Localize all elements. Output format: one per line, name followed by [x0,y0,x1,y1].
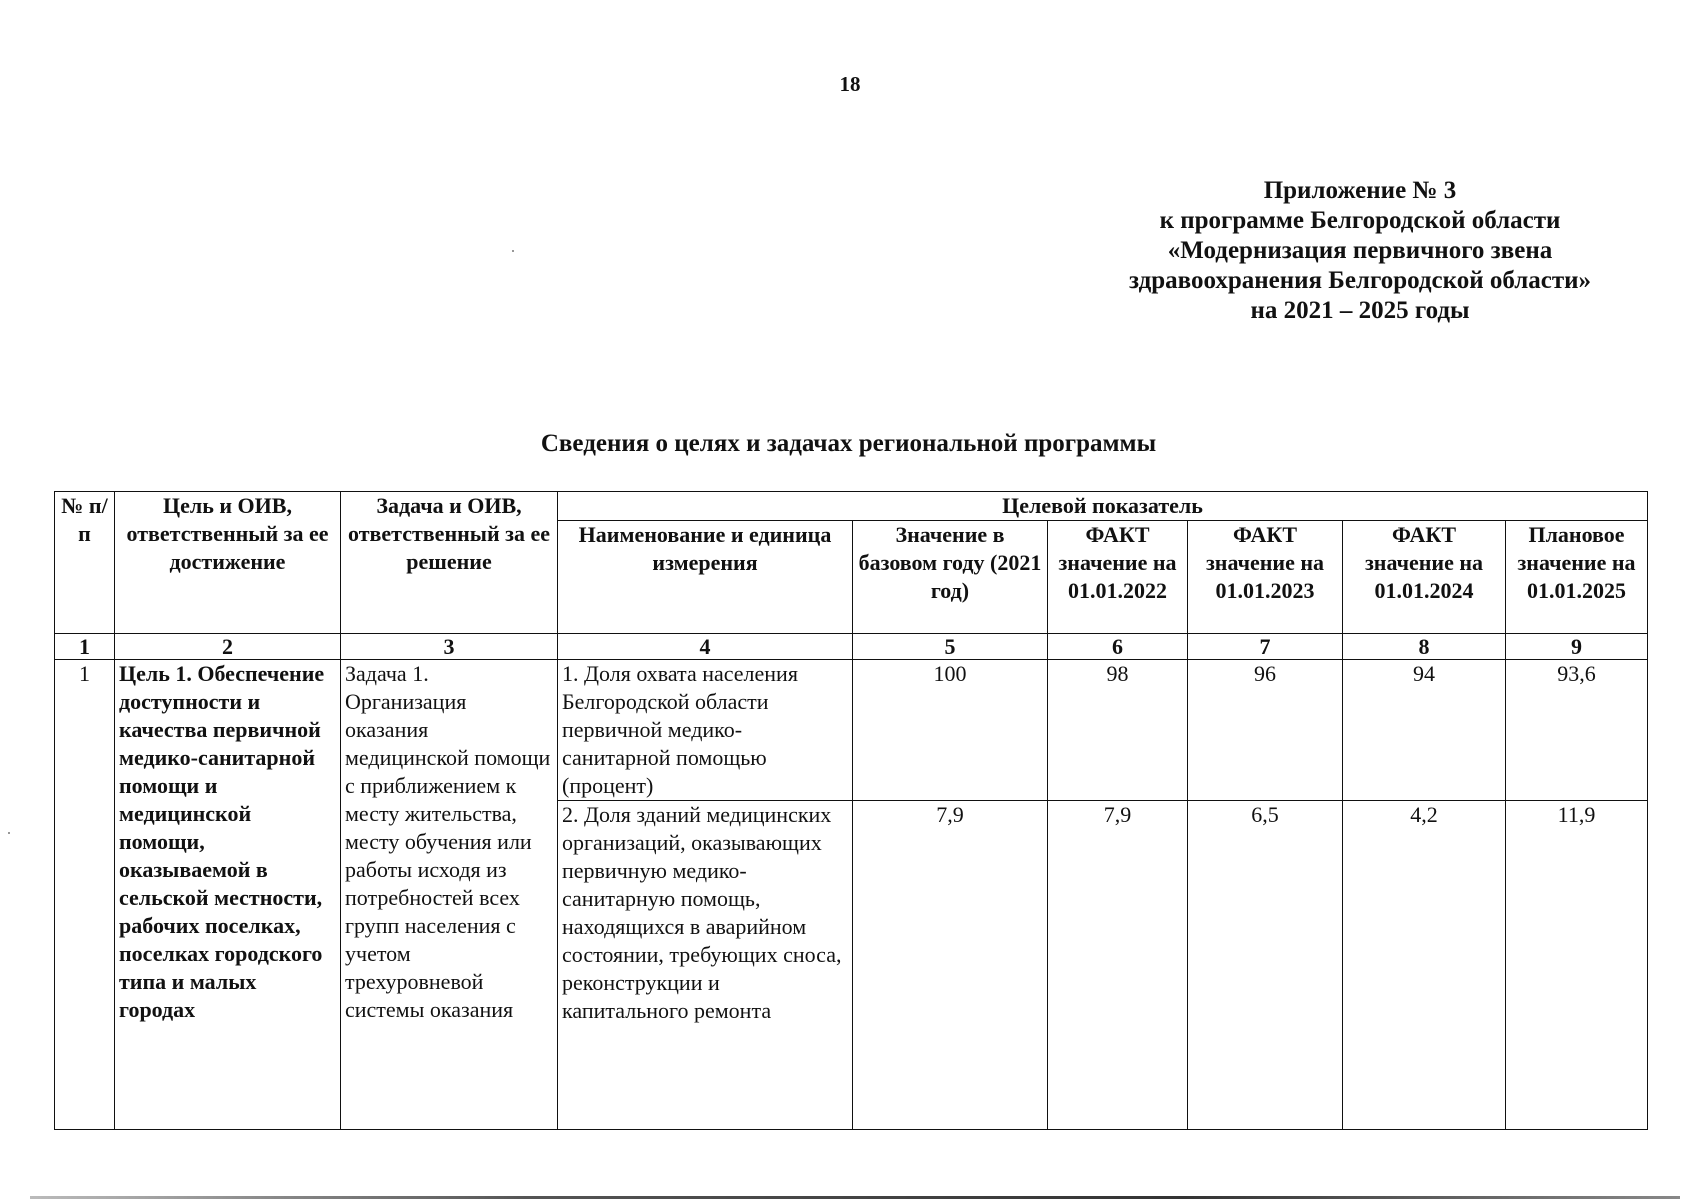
fact-2022-cell: 98 [1048,660,1188,801]
column-number-row [55,634,1648,660]
base-value-cell: 7,9 [853,801,1048,1130]
plan-2025-cell: 11,9 [1506,801,1648,1130]
fact-2022-cell: 7,9 [1048,801,1188,1130]
appendix-line-3: «Модернизация первичного звена [1167,237,1553,264]
base-value-cell: 100 [853,660,1048,801]
fact-2024-cell: 94 [1343,660,1506,801]
fact-2023-cell: 6,5 [1188,801,1343,1130]
document-title: Сведения о целях и задачах региональной программы [540,430,1157,457]
header-num: № п/п [55,492,115,634]
header-row-1 [55,492,1648,521]
appendix-line-4: здравоохранения Белгородской области» [1128,267,1592,294]
appendix-line-5: на 2021 – 2025 годы [1250,297,1470,324]
indicator-name-cell: 2. Доля зданий медицинских организаций, оказывающих первичную медико-санитарную помощь, находящихся в аварийном состоянии, требующих сноса, реконструкции и капитального ремонта [558,801,853,1130]
plan-2025-cell: 93,6 [1506,660,1648,801]
fact-2024-cell: 4,2 [1343,801,1506,1130]
column-number: 8 [1343,634,1506,660]
column-number: 1 [55,634,115,660]
table-row [55,660,1648,801]
header-fact-2022: ФАКТ значение на 01.01.2022 [1048,521,1188,634]
header-goal: Цель и ОИВ, ответственный за ее достижение [115,492,341,634]
bottom-scan-edge [30,1196,1680,1199]
row-num-cell: 1 [55,660,115,1130]
task-cell: Задача 1. Организация оказания медицинской помощи с приближением к месту жительства, месту обучения или работы исходя из потребностей всех групп населения с учетом трехуровневой системы оказания [341,660,558,1130]
column-number: 4 [558,634,853,660]
indicator-name-cell: 1. Доля охвата населения Белгородской области первичной медико-санитарной помощью (процент) [558,660,853,801]
header-fact-2023: ФАКТ значение на 01.01.2023 [1188,521,1343,634]
column-number: 9 [1506,634,1648,660]
scan-speck [8,832,10,834]
header-base-value: Значение в базовом году (2021 год) [853,521,1048,634]
column-number: 5 [853,634,1048,660]
fact-2023-cell: 96 [1188,660,1343,801]
goals-table [54,491,1648,1130]
header-task: Задача и ОИВ, ответственный за ее решение [341,492,558,634]
column-number: 6 [1048,634,1188,660]
header-name-unit: Наименование и единица измерения [558,521,853,634]
header-target-indicator: Целевой показатель [558,492,1648,521]
appendix-line-2: к программе Белгородской области [1159,207,1561,234]
column-number: 7 [1188,634,1343,660]
header-fact-2024: ФАКТ значение на 01.01.2024 [1343,521,1506,634]
appendix-header [1080,176,1640,326]
page-number: 18 [839,72,861,96]
scan-speck [512,250,514,252]
column-number: 3 [341,634,558,660]
column-number: 2 [115,634,341,660]
header-plan-2025: Плановое значение на 01.01.2025 [1506,521,1648,634]
goal-cell: Цель 1. Обеспечение доступности и качества первичной медико-санитарной помощи и медицинской помощи, оказываемой в сельской местности, рабочих поселках, поселках городского типа и малых городах [115,660,341,1130]
appendix-line-1: Приложение № 3 [1263,177,1457,204]
